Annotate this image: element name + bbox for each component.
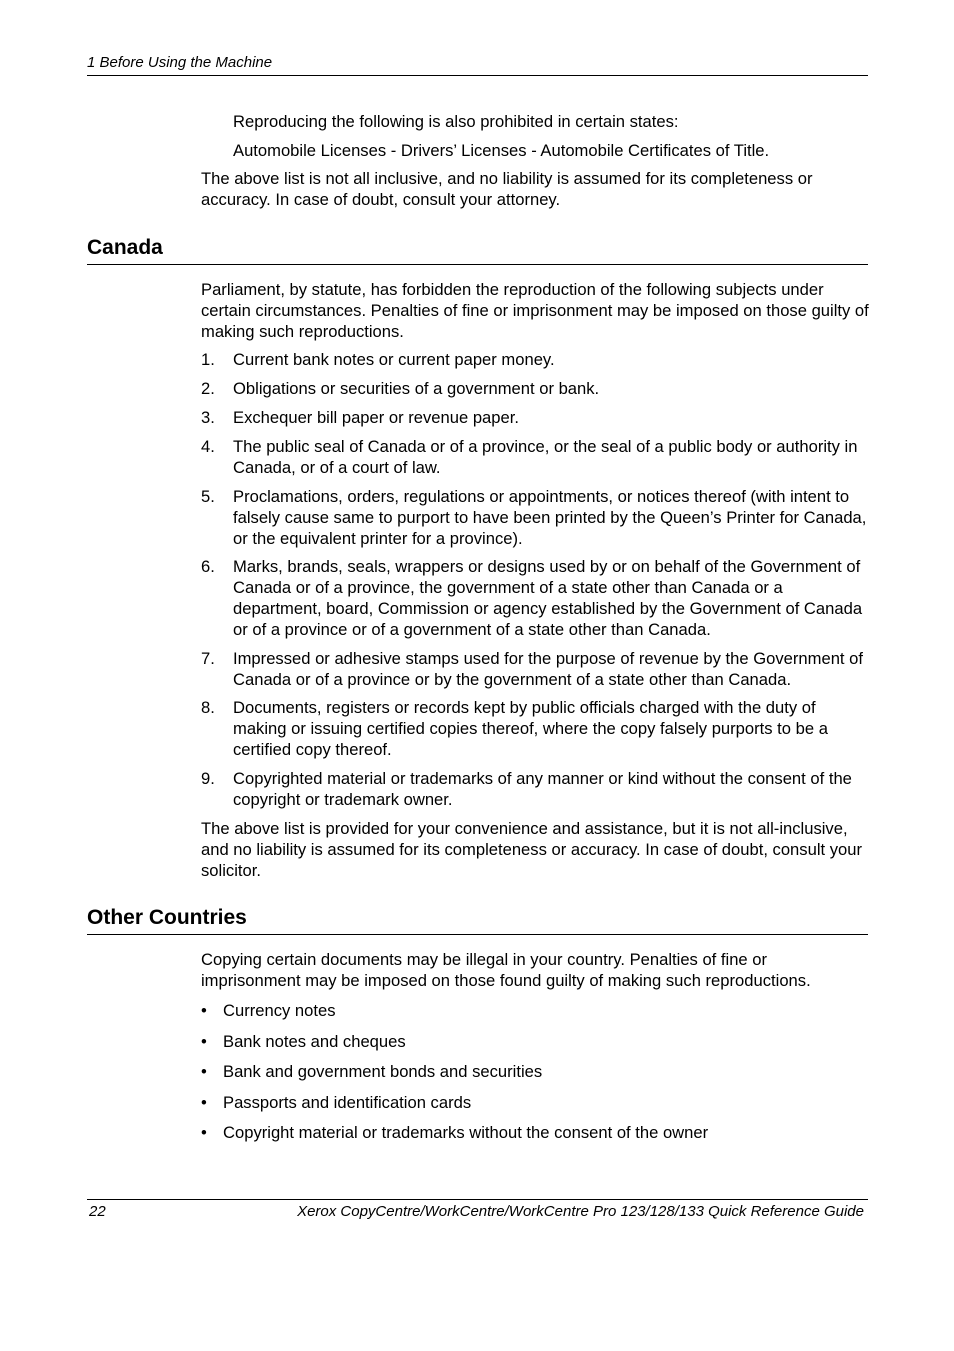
- guide-title: Xerox CopyCentre/WorkCentre/WorkCentre Pro 123/128/133 Quick Reference Guide: [297, 1203, 864, 1220]
- bullet-icon: •: [201, 1001, 207, 1020]
- list-text: Exchequer bill paper or revenue paper.: [233, 408, 519, 427]
- page-number: 22: [89, 1203, 106, 1220]
- list-number: 8.: [201, 698, 215, 717]
- bullet-icon: •: [201, 1032, 207, 1051]
- chapter-title: 1 Before Using the Machine: [87, 54, 273, 71]
- list-text: Copyright material or trademarks without the consent of the owner: [223, 1123, 709, 1142]
- running-header: [87, 53, 868, 76]
- canada-disclaimer: The above list is provided for your convenience and assistance, but it is not all-inclusive, and no liability is assumed for its completeness or accuracy. In case of doubt, consult your solicitor.: [201, 819, 863, 880]
- list-number: 5.: [201, 487, 215, 506]
- list-text: Obligations or securities of a government or bank.: [233, 379, 600, 398]
- intro-line-2: Automobile Licenses - Drivers’ Licenses - Automobile Certificates of Title.: [233, 141, 770, 160]
- list-text: Bank notes and cheques: [223, 1032, 406, 1051]
- bullet-icon: •: [201, 1093, 207, 1112]
- list-text: Documents, registers or records kept by public officials charged with the duty of making or issuing certified copies thereof, where the copy falsely purports to be a certified copy thereof.: [233, 698, 828, 759]
- list-number: 6.: [201, 557, 215, 576]
- list-text: Marks, brands, seals, wrappers or designs used by or on behalf of the Government of Canada or of a province, the government of a state other than Canada or a department, board, Commission or agency established by the Government of Canada or of a province or of a government of a state other than Canada.: [233, 557, 863, 639]
- list-text: The public seal of Canada or of a province, or the seal of a public body or authority in Canada, or of a court of law.: [233, 437, 858, 477]
- list-number: 1.: [201, 350, 215, 369]
- bullet-icon: •: [201, 1062, 207, 1081]
- intro-disclaimer: The above list is not all inclusive, and no liability is assumed for its completeness or accuracy. In case of doubt, consult your attorney.: [201, 169, 813, 209]
- list-number: 2.: [201, 379, 215, 398]
- section-heading-canada: Canada: [87, 236, 868, 265]
- canada-intro: Parliament, by statute, has forbidden the reproduction of the following subjects under certain circumstances. Penalties of fine or imprisonment may be imposed on those guilty of making such reproductions.: [201, 280, 869, 341]
- list-number: 9.: [201, 769, 215, 788]
- section-heading-other-countries: Other Countries: [87, 906, 868, 935]
- list-text: Copyrighted material or trademarks of any manner or kind without the consent of the copyright or trademark owner.: [233, 769, 852, 809]
- list-number: 3.: [201, 408, 215, 427]
- list-number: 4.: [201, 437, 215, 456]
- list-text: Currency notes: [223, 1001, 336, 1020]
- list-text: Impressed or adhesive stamps used for the purpose of revenue by the Government of Canada or of a province or by the government of a state other than Canada.: [233, 649, 863, 689]
- running-footer: [87, 1199, 868, 1220]
- list-text: Proclamations, orders, regulations or appointments, or notices thereof (with intent to falsely cause same to purport to have been printed by the Queen’s Printer for Canada, or the equivalent printer for a province).: [233, 487, 867, 548]
- bullet-icon: •: [201, 1123, 207, 1142]
- other-intro: Copying certain documents may be illegal in your country. Penalties of fine or imprisonment may be imposed on those found guilty of making such reproductions.: [201, 950, 811, 990]
- intro-line-1: Reproducing the following is also prohibited in certain states:: [233, 112, 679, 131]
- list-text: Bank and government bonds and securities: [223, 1062, 543, 1081]
- list-text: Passports and identification cards: [223, 1093, 472, 1112]
- list-number: 7.: [201, 649, 215, 668]
- list-text: Current bank notes or current paper money.: [233, 350, 555, 369]
